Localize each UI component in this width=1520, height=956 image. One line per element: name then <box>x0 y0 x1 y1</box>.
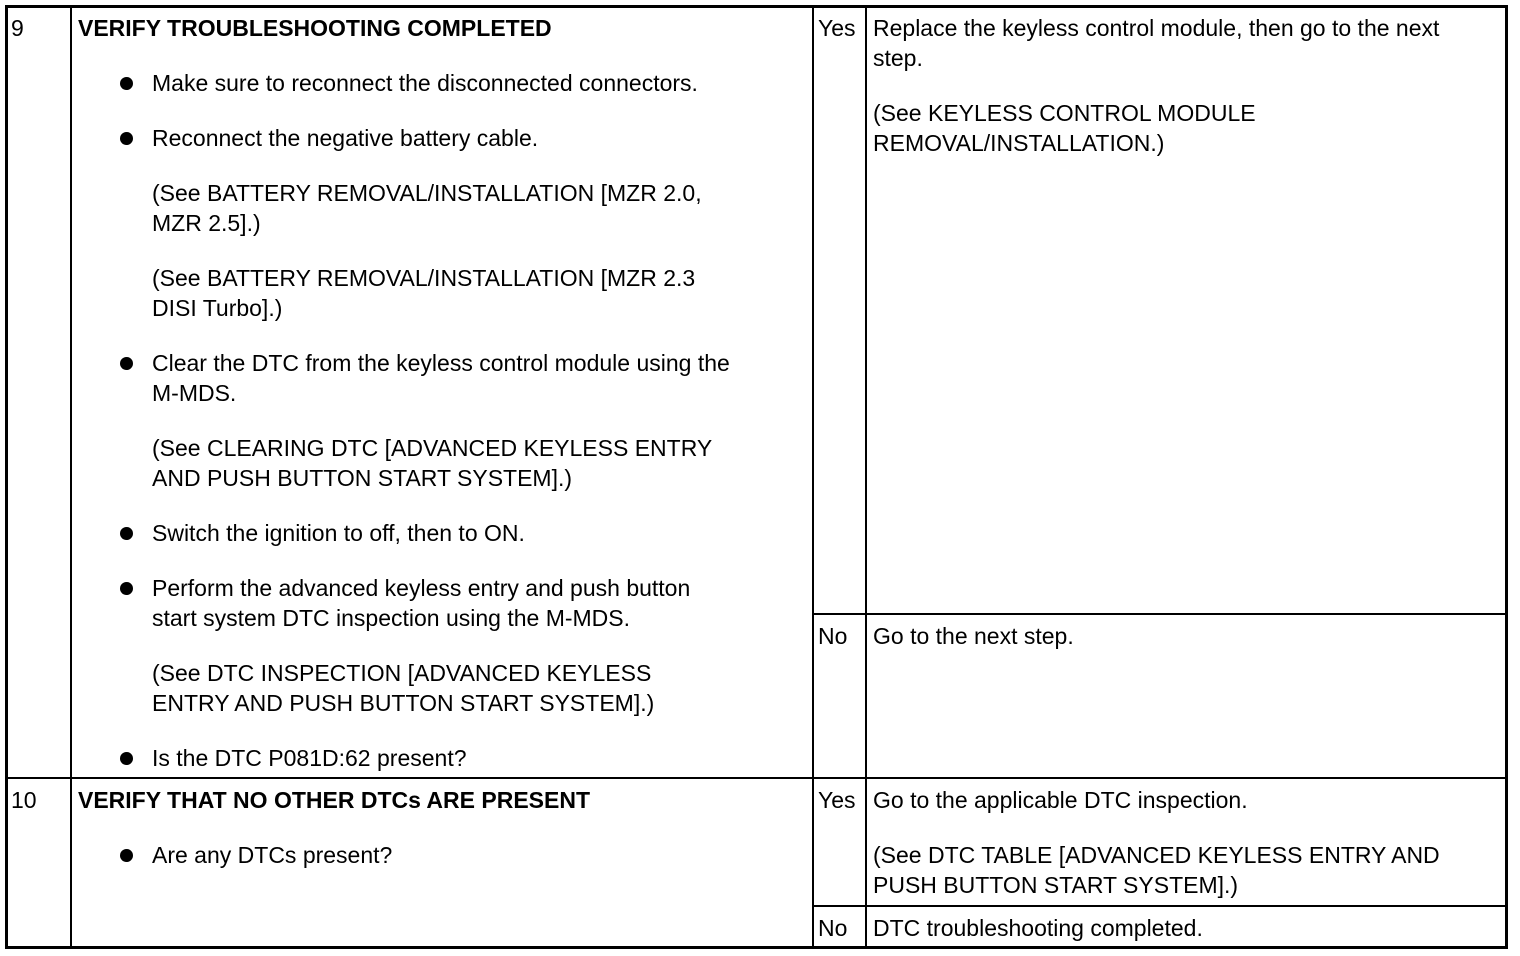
bullet-icon <box>120 527 133 540</box>
step-item-line: Perform the advanced keyless entry and push button <box>152 575 691 601</box>
step-item <box>152 348 730 408</box>
reference-link[interactable] <box>152 263 695 323</box>
reference-line: (See CLEARING DTC [ADVANCED KEYLESS ENTRY <box>152 435 713 461</box>
answer-yes-action <box>873 13 1439 73</box>
step-item-line: Clear the DTC from the keyless control module using the <box>152 350 730 376</box>
step-title: VERIFY TROUBLESHOOTING COMPLETED <box>78 15 552 41</box>
answer-line: Replace the keyless control module, then go to the next <box>873 15 1440 41</box>
step-item: Reconnect the negative battery cable. <box>152 125 539 151</box>
reference-line: MZR 2.5].) <box>152 210 261 236</box>
reference-line: (See BATTERY REMOVAL/INSTALLATION [MZR 2.0, <box>152 180 702 206</box>
reference-line: DISI Turbo].) <box>152 295 283 321</box>
answer-yes-action: Go to the applicable DTC inspection. <box>873 787 1248 813</box>
column-divider-number <box>70 6 72 948</box>
bullet-icon <box>120 849 133 862</box>
bullet-icon <box>120 752 133 765</box>
answer-no-label: No <box>818 623 848 649</box>
step-item: Make sure to reconnect the disconnected connectors. <box>152 70 698 96</box>
step-number: 9 <box>11 15 24 41</box>
step-item: Is the DTC P081D:62 present? <box>152 745 467 771</box>
step-title: VERIFY THAT NO OTHER DTCs ARE PRESENT <box>78 787 591 813</box>
row-divider-step-10-yes-no <box>812 905 1506 907</box>
reference-link[interactable] <box>152 433 712 493</box>
reference-line: (See DTC INSPECTION [ADVANCED KEYLESS <box>152 660 652 686</box>
answer-no-label: No <box>818 915 848 941</box>
reference-line: AND PUSH BUTTON START SYSTEM].) <box>152 465 573 491</box>
answer-line: step. <box>873 45 923 71</box>
reference-line: (See BATTERY REMOVAL/INSTALLATION [MZR 2.3 <box>152 265 696 291</box>
row-divider-step-9-10 <box>6 777 1506 779</box>
reference-link[interactable] <box>873 98 1256 158</box>
answer-no-action: DTC troubleshooting completed. <box>873 915 1203 941</box>
step-item <box>152 573 690 633</box>
reference-line: ENTRY AND PUSH BUTTON START SYSTEM].) <box>152 690 655 716</box>
answer-yes-label: Yes <box>818 15 856 41</box>
bullet-icon <box>120 77 133 90</box>
step-item-line: start system DTC inspection using the M-MDS. <box>152 605 631 631</box>
reference-link[interactable] <box>152 658 654 718</box>
row-divider-step-9-yes-no <box>812 613 1506 615</box>
step-number: 10 <box>11 787 37 813</box>
reference-link[interactable] <box>873 840 1440 900</box>
column-divider-answer <box>865 6 867 948</box>
step-item-line: M-MDS. <box>152 380 237 406</box>
step-item: Are any DTCs present? <box>152 842 393 868</box>
reference-line: REMOVAL/INSTALLATION.) <box>873 130 1165 156</box>
answer-yes-label: Yes <box>818 787 856 813</box>
answer-no-action: Go to the next step. <box>873 623 1074 649</box>
bullet-icon <box>120 582 133 595</box>
column-divider-action <box>812 6 814 948</box>
step-item: Switch the ignition to off, then to ON. <box>152 520 525 546</box>
reference-line: (See KEYLESS CONTROL MODULE <box>873 100 1256 126</box>
bullet-icon <box>120 357 133 370</box>
bullet-icon <box>120 132 133 145</box>
reference-line: (See DTC TABLE [ADVANCED KEYLESS ENTRY AND <box>873 842 1440 868</box>
reference-line: PUSH BUTTON START SYSTEM].) <box>873 872 1239 898</box>
reference-link[interactable] <box>152 178 702 238</box>
